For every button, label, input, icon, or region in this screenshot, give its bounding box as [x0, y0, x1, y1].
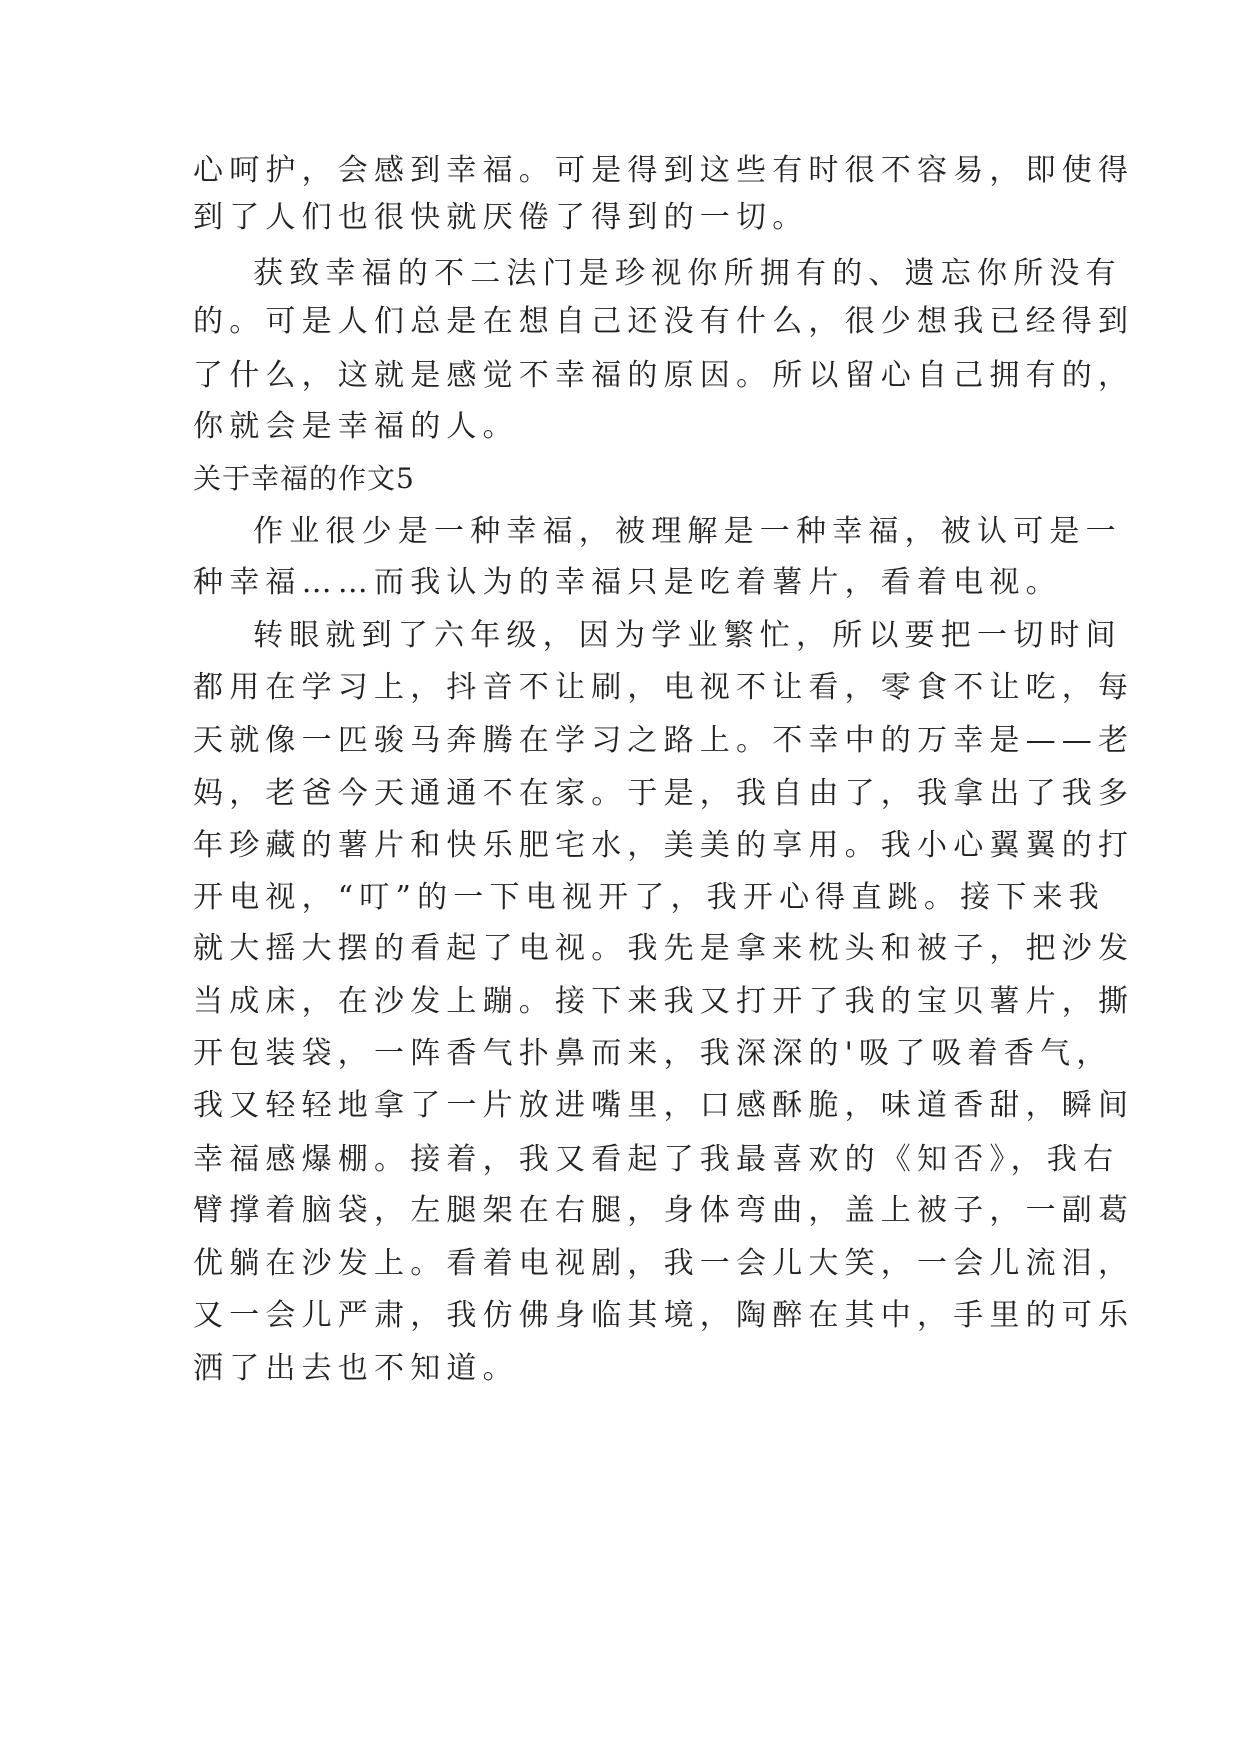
paragraph-line: 妈，老爸今天通通不在家。于是，我自由了，我拿出了我多 — [193, 776, 1135, 811]
paragraph-line: 获致幸福的不二法门是珍视你所拥有的、遗忘你所没有 — [253, 256, 1122, 291]
paragraph-line: 转眼就到了六年级，因为学业繁忙，所以要把一切时间 — [253, 618, 1122, 653]
paragraph-line: 了什么，这就是感觉不幸福的原因。所以留心自己拥有的， — [193, 358, 1135, 393]
paragraph-line: 种幸福……而我认为的幸福只是吃着薯片，看着电视。 — [193, 565, 1062, 600]
paragraph-line: 当成床，在沙发上蹦。接下来我又打开了我的宝贝薯片，撕 — [193, 984, 1135, 1019]
paragraph-line: 心呵护，会感到幸福。可是得到这些有时很不容易，即使得 — [193, 153, 1135, 188]
paragraph-line: 洒了出去也不知道。 — [193, 1351, 519, 1386]
section-heading: 关于幸福的作文5 — [193, 462, 415, 495]
paragraph-line: 又一会儿严肃，我仿佛身临其境，陶醉在其中，手里的可乐 — [193, 1298, 1135, 1333]
paragraph-line: 臂撑着脑袋，左腿架在右腿，身体弯曲，盖上被子，一副葛 — [193, 1193, 1135, 1228]
paragraph-line: 优躺在沙发上。看着电视剧，我一会儿大笑，一会儿流泪， — [193, 1246, 1135, 1281]
paragraph-line: 开电视，“叮”的一下电视开了，我开心得直跳。接下来我 — [193, 880, 1105, 915]
paragraph-line: 年珍藏的薯片和快乐肥宅水，美美的享用。我小心翼翼的打 — [193, 828, 1135, 863]
paragraph-line: 的。可是人们总是在想自己还没有什么，很少想我已经得到 — [193, 304, 1135, 339]
paragraph-line: 幸福感爆棚。接着，我又看起了我最喜欢的《知否》，我右 — [193, 1142, 1120, 1177]
paragraph-line: 就大摇大摆的看起了电视。我先是拿来枕头和被子，把沙发 — [193, 931, 1135, 966]
paragraph-line: 到了人们也很快就厌倦了得到的一切。 — [193, 200, 809, 235]
paragraph-line: 作业很少是一种幸福，被理解是一种幸福，被认可是一 — [253, 514, 1122, 549]
paragraph-line: 我又轻轻地拿了一片放进嘴里，口感酥脆，味道香甜，瞬间 — [193, 1088, 1135, 1123]
paragraph-line: 都用在学习上，抖音不让刷，电视不让看，零食不让吃，每 — [193, 670, 1135, 705]
paragraph-line: 开包装袋，一阵香气扑鼻而来，我深深的'吸了吸着香气， — [193, 1036, 1113, 1071]
paragraph-line: 天就像一匹骏马奔腾在学习之路上。不幸中的万幸是——老 — [193, 723, 1135, 758]
paragraph-line: 你就会是幸福的人。 — [193, 409, 519, 444]
